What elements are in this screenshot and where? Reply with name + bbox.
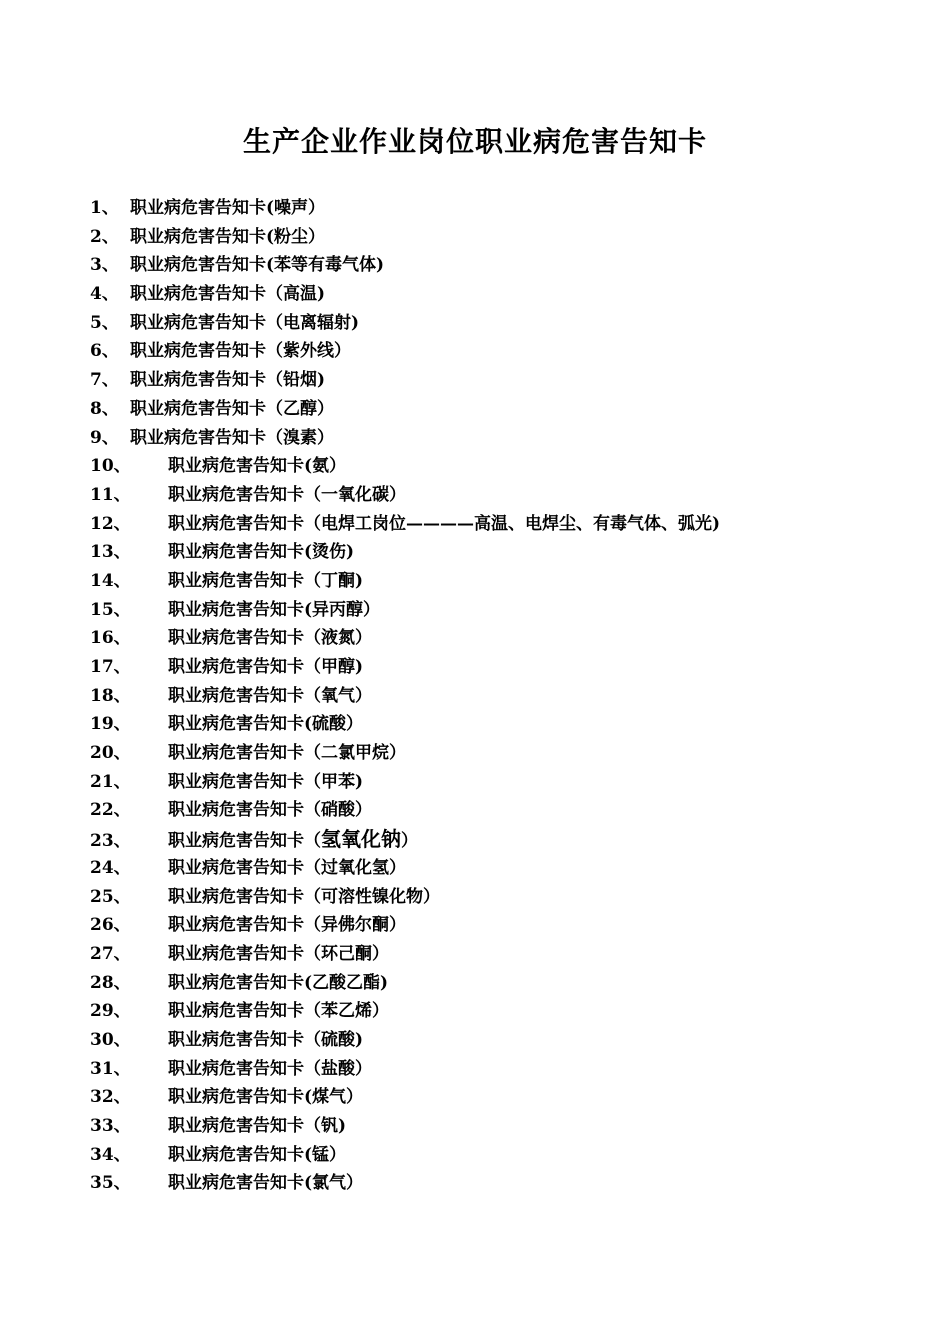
- list-item: [90, 309, 720, 338]
- list-item: [90, 1026, 720, 1055]
- item-number: 16、: [90, 628, 131, 649]
- item-number: 17、: [90, 657, 131, 677]
- item-text: 职业病危害告知卡（盐酸）: [168, 1058, 372, 1079]
- list-item: [90, 768, 720, 797]
- item-text: 职业病危害告知卡（液氮）: [168, 628, 372, 649]
- list-item: [90, 854, 720, 883]
- item-number: 25、: [90, 886, 131, 907]
- item-text-prefix: 职业病危害告知卡（: [168, 831, 321, 852]
- item-text: 职业病危害告知卡（一氧化碳）: [168, 484, 406, 505]
- list-item: [90, 596, 720, 625]
- item-number: 10、: [90, 456, 131, 477]
- list-item: [90, 883, 720, 912]
- item-text: 职业病危害告知卡（紫外线）: [130, 341, 351, 362]
- list-item: [90, 395, 720, 424]
- item-number: 19、: [90, 714, 131, 735]
- item-number: 33、: [90, 1116, 131, 1136]
- item-number: 9、: [90, 427, 119, 448]
- item-number: 8、: [90, 398, 119, 419]
- list-item: [90, 366, 720, 395]
- list-item: [90, 280, 720, 309]
- item-text: 职业病危害告知卡（苯乙烯）: [168, 1001, 389, 1022]
- item-text: 职业病危害告知卡（电离辐射): [130, 312, 360, 333]
- item-text: 职业病危害告知卡（二氯甲烷）: [168, 743, 406, 764]
- list-item: [90, 337, 720, 366]
- item-number: 13、: [90, 542, 131, 563]
- item-text: 职业病危害告知卡（钒): [168, 1116, 347, 1136]
- item-number: 15、: [90, 599, 131, 620]
- item-text: 职业病危害告知卡(粉尘）: [130, 226, 326, 247]
- item-text: 职业病危害告知卡（甲醇): [168, 657, 364, 677]
- item-text: 职业病危害告知卡（乙醇）: [130, 398, 334, 419]
- item-text: 职业病危害告知卡（环己酮）: [168, 943, 389, 964]
- item-text: 职业病危害告知卡(煤气）: [168, 1087, 364, 1108]
- list-item: [90, 825, 720, 854]
- list-item: [90, 481, 720, 510]
- item-number: 27、: [90, 943, 131, 964]
- item-text: 职业病危害告知卡(苯等有毒气体): [130, 255, 385, 276]
- item-text: 职业病危害告知卡(锰）: [168, 1144, 347, 1165]
- item-text: 职业病危害告知卡（硝酸）: [168, 800, 372, 821]
- item-text: 职业病危害告知卡（高温): [130, 284, 326, 305]
- item-number: 26、: [90, 915, 131, 936]
- list-item: [90, 653, 720, 682]
- list-item: [90, 1169, 720, 1198]
- item-text-substance: 氢氧化钠: [321, 827, 401, 852]
- item-text: 职业病危害告知卡（丁酮): [168, 570, 364, 591]
- item-text: 职业病危害告知卡(乙酸乙酯): [168, 972, 389, 993]
- list-item: [90, 940, 720, 969]
- item-number: 12、: [90, 513, 131, 534]
- item-number: 6、: [90, 341, 119, 362]
- notice-card-list: [90, 194, 720, 1198]
- item-text: 职业病危害告知卡（铅烟): [130, 370, 326, 391]
- item-text: 职业病危害告知卡（可溶性镍化物）: [168, 886, 440, 907]
- list-item: [90, 223, 720, 252]
- item-number: 21、: [90, 771, 131, 792]
- item-text: 职业病危害告知卡（电焊工岗位————高温、电焊尘、有毒气体、弧光): [168, 513, 721, 534]
- item-number: 2、: [90, 226, 119, 247]
- item-number: 29、: [90, 1001, 131, 1022]
- list-item: [90, 1055, 720, 1084]
- list-item: [90, 510, 720, 539]
- item-text: 职业病危害告知卡(异丙醇）: [168, 599, 381, 620]
- list-item: [90, 567, 720, 596]
- item-number: 18、: [90, 685, 131, 706]
- list-item: [90, 251, 720, 280]
- list-item: [90, 739, 720, 768]
- item-text: 职业病危害告知卡（硫酸): [168, 1029, 364, 1050]
- list-item: [90, 1112, 720, 1141]
- item-number: 35、: [90, 1173, 131, 1194]
- item-text: 职业病危害告知卡（异佛尔酮）: [168, 915, 406, 936]
- list-item: [90, 1083, 720, 1112]
- item-number: 22、: [90, 800, 131, 821]
- list-item: [90, 710, 720, 739]
- item-number: 14、: [90, 570, 131, 591]
- list-item: [90, 969, 720, 998]
- item-text: 职业病危害告知卡（溴素）: [130, 427, 334, 448]
- item-number: 3、: [90, 255, 119, 276]
- list-item: [90, 796, 720, 825]
- item-text: [168, 825, 418, 856]
- item-text: 职业病危害告知卡（过氧化氢）: [168, 857, 406, 878]
- item-number: 24、: [90, 857, 131, 878]
- page-title: 生产企业作业岗位职业病危害告知卡: [242, 125, 707, 158]
- list-item: [90, 624, 720, 653]
- list-item: [90, 452, 720, 481]
- item-number: 4、: [90, 284, 119, 305]
- item-number: 34、: [90, 1144, 131, 1165]
- item-number: 28、: [90, 972, 131, 993]
- item-number: 30、: [90, 1029, 131, 1050]
- list-item: [90, 424, 720, 453]
- item-number: 11、: [90, 484, 131, 505]
- item-number: 5、: [90, 312, 119, 333]
- item-number: 32、: [90, 1087, 131, 1108]
- item-number: 7、: [90, 370, 119, 391]
- list-item: [90, 682, 720, 711]
- item-text: 职业病危害告知卡（甲苯): [168, 771, 364, 792]
- list-item: [90, 997, 720, 1026]
- item-number: 20、: [90, 743, 131, 764]
- list-item: [90, 911, 720, 940]
- item-text: 职业病危害告知卡(噪声）: [130, 198, 326, 218]
- item-text-suffix: ）: [401, 831, 418, 852]
- item-text: 职业病危害告知卡(硫酸）: [168, 714, 364, 735]
- item-number: 23、: [90, 831, 131, 852]
- item-number: 1、: [90, 198, 119, 218]
- item-text: 职业病危害告知卡（氧气）: [168, 685, 372, 706]
- item-text: 职业病危害告知卡(烫伤): [168, 542, 355, 563]
- item-text: 职业病危害告知卡(氨）: [168, 456, 347, 477]
- list-item: [90, 538, 720, 567]
- list-item: [90, 194, 720, 223]
- item-text: 职业病危害告知卡(氯气）: [168, 1173, 364, 1194]
- list-item: [90, 1141, 720, 1170]
- item-number: 31、: [90, 1058, 131, 1079]
